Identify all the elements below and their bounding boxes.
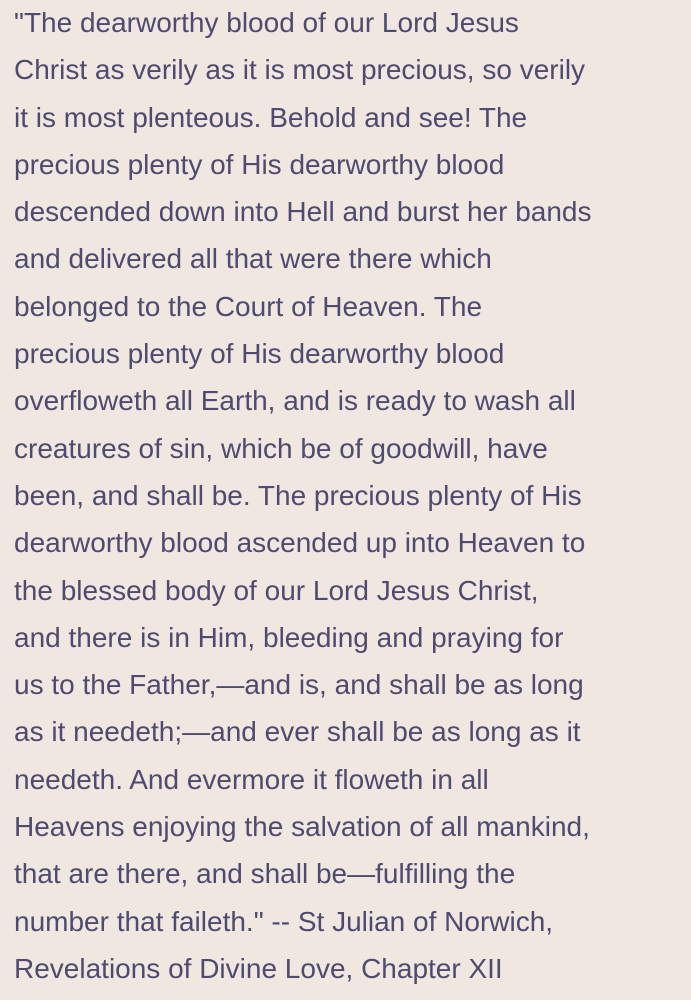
quote-line: belonged to the Court of Heaven. The: [14, 290, 483, 322]
quote-line: it is most plenteous. Behold and see! The: [14, 101, 528, 133]
quote-line: the blessed body of our Lord Jesus Christ,: [14, 574, 539, 606]
quote-line: dearworthy blood ascended up into Heaven to: [14, 527, 586, 559]
quote-line: creatures of sin, which be of goodwill, have: [14, 432, 548, 464]
quote-line: overfloweth all Earth, and is ready to wash all: [14, 385, 576, 417]
quote-text: [14, 0, 681, 992]
quote-line: precious plenty of His dearworthy blood: [14, 148, 505, 180]
quote-line: and there is in Him, bleeding and praying for: [14, 621, 564, 653]
quote-line: been, and shall be. The precious plenty of His: [14, 479, 582, 511]
quote-line: us to the Father,—and is, and shall be as long: [14, 669, 584, 701]
quote-line: and delivered all that were there which: [14, 243, 492, 275]
quote-line: that are there, and shall be—fulfilling the: [14, 858, 516, 890]
quote-line: "The dearworthy blood of our Lord Jesus: [14, 7, 519, 38]
quote-line: needeth. And evermore it floweth in all: [14, 763, 489, 795]
quote-line: Revelations of Divine Love, Chapter XII: [14, 952, 503, 984]
quote-line: number that faileth." -- St Julian of Norwich,: [14, 905, 554, 937]
quote-line: Heavens enjoying the salvation of all mankind,: [14, 811, 590, 843]
quote-line: Christ as verily as it is most precious, so verily: [14, 54, 586, 86]
quote-line: as it needeth;—and ever shall be as long as it: [14, 716, 581, 748]
quote-line: precious plenty of His dearworthy blood: [14, 338, 505, 370]
quote-line: descended down into Hell and burst her bands: [14, 196, 592, 228]
